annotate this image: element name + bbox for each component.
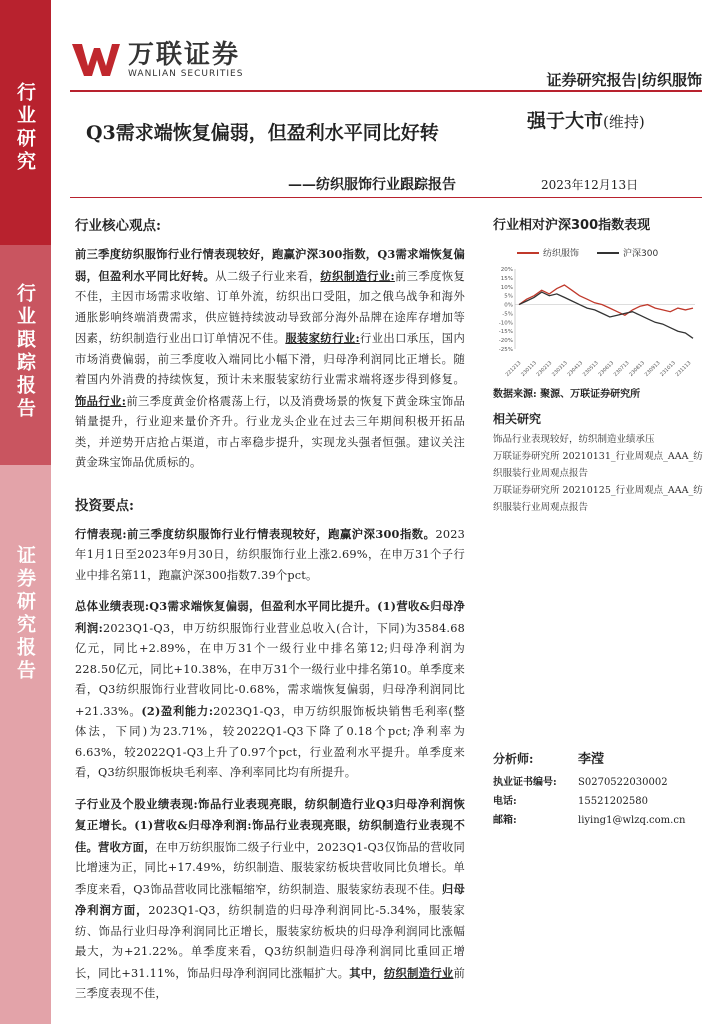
analyst-row-value: S0270522030002: [578, 777, 668, 788]
analyst-block: [493, 750, 703, 830]
series-line: [519, 292, 693, 338]
brand-en: WANLIAN SECURITIES: [128, 69, 244, 79]
invest-p3-bold2: 归母净利润方面，: [75, 881, 466, 917]
report-type: 证券研究报告|纺织服饰: [546, 71, 702, 89]
brand-cn: 万联证券: [128, 40, 241, 70]
invest-p1: [75, 524, 465, 587]
invest-p2-bold2: (2)盈利能力:: [141, 703, 214, 718]
page-title: Q3需求端恢复偏弱，但盈利水平同比好转: [86, 122, 439, 144]
report-date: 2023年12月13日: [541, 178, 639, 192]
y-tick-label: -20%: [498, 338, 513, 345]
core-heading: 行业核心观点:: [75, 218, 161, 234]
invest-p3-bold: 子行业及个股业绩表现:饰品行业表现亮眼，纺织制造行业Q3归母净利润恢复正增长。(1)营收&归母净利润:饰品行业表现亮眼，纺织制造行业表现不佳。营收方面，: [75, 796, 465, 854]
core-text-a: 从二级子行业来看，: [215, 269, 321, 283]
analyst-row-label: 电话:: [493, 796, 517, 807]
sidebar-industry-research: [0, 0, 51, 245]
y-tick-label: 15%: [500, 275, 513, 282]
y-tick-label: -25%: [498, 347, 513, 353]
rating-sub: (维持): [603, 113, 645, 131]
sidebar-right: [493, 214, 703, 516]
invest-p3: [75, 794, 465, 1005]
brand-logo: [70, 40, 243, 80]
legend-label: 纺织服饰: [543, 249, 580, 259]
related-item: 饰品行业表现较好，纺织制造业绩承压: [493, 434, 655, 445]
invest-p1-bold: 行情表现:前三季度纺织服饰行业行情表现较好，跑赢沪深300指数。: [75, 526, 436, 541]
x-tick-label: 230913: [643, 360, 662, 378]
core-text-c: 行业出口承压，国内市场消费偏弱，前三季度收入端同比小幅下滑，归母净利润同比正增长。随着国内外消费的持续恢复，预计未来服装家纺行业需求端将逐步得到修复。: [75, 332, 465, 386]
series-line: [519, 285, 693, 315]
y-tick-label: -5%: [502, 311, 513, 318]
y-tick-label: 0%: [504, 302, 513, 309]
sidebar-label-2: 行业跟踪报告: [14, 283, 36, 421]
analyst-rows: [493, 773, 703, 830]
main-content: [75, 214, 465, 1005]
sidebar-securities-report: [0, 465, 51, 1024]
chart-heading: 行业相对沪深300指数表现: [493, 218, 651, 233]
invest-p2: [75, 596, 465, 784]
x-tick-label: 230613: [597, 360, 616, 378]
related-heading: 相关研究: [493, 412, 542, 426]
chart-source-text: 数据来源: 聚源、万联证券研究所: [493, 389, 641, 400]
invest-p3-text: 在申万纺织服饰二级子行业中，2023Q1-Q3仅饰品的营收同比增速为正，同比+17.49%，纺织制造、服装家纺板块营收同比负增长。单季度来看，Q3饰品营收同比涨幅缩窄，纺织制造、服装家纺表现不佳。: [75, 840, 465, 896]
analyst-label: 分析师:: [493, 752, 534, 766]
related-list: [493, 431, 703, 516]
sidebar: [0, 0, 51, 1024]
core-textile-label: 纺织制造行业:: [320, 268, 395, 283]
y-tick-label: 5%: [504, 293, 513, 300]
invest-p3-text2: 2023Q1-Q3，纺织制造的归母净利润同比-5.34%，服装家纺、饰品行业归母净利润同比正增长，服装家纺板块的归母净利润同比涨幅最大，为+21.22%。单季度来看，Q3纺织制造归母净利润同比重回正增长，同比+31.11%，饰品归母净利润同比涨幅扩大。: [75, 904, 466, 980]
core-apparel-label: 服装家纺行业:: [285, 331, 360, 345]
core-bold: 前三季度纺织服饰行业行情表现较好，跑赢沪深300指数，Q3需求端恢复偏弱，但盈利水平同比好转。: [75, 247, 465, 283]
invest-p2-bold: 总体业绩表现:Q3需求端恢复偏弱，但盈利水平同比提升。(1)营收&归母净利润:: [75, 599, 465, 635]
x-tick-label: 230113: [520, 360, 538, 378]
title-divider: [70, 197, 702, 198]
x-tick-label: 230213: [535, 360, 554, 378]
analyst-row: [493, 792, 703, 811]
y-tick-label: 20%: [500, 267, 513, 273]
core-paragraph: [75, 244, 465, 474]
invest-heading: 投资要点:: [75, 497, 134, 514]
analyst-row-value: liying1@wlzq.com.cn: [578, 815, 686, 826]
analyst-row-value: 15521202580: [578, 796, 648, 807]
related-item: 万联证券研究所 20210125_行业周观点_AAA_纺织服装行业周观点报告: [493, 485, 703, 513]
invest-p3-text3: 前三季度表现不佳，: [75, 966, 465, 1000]
chart-svg: [493, 241, 703, 381]
sidebar-label-1: 行业研究: [14, 82, 36, 174]
sidebar-tracking-report: [0, 245, 51, 465]
x-tick-label: 230813: [628, 360, 647, 378]
subtitle: ——纺织服饰行业跟踪报告: [288, 177, 456, 193]
related-item: 万联证券研究所 20210131_行业周观点_AAA_纺织服装行业周观点报告: [493, 451, 703, 479]
legend-label: 沪深300: [623, 249, 659, 259]
x-tick-label: 231013: [659, 360, 677, 378]
y-tick-label: -10%: [498, 320, 513, 327]
x-tick-label: 230713: [612, 360, 631, 378]
analyst-row-label: 执业证书编号:: [493, 777, 557, 788]
analyst-row: [493, 811, 703, 830]
core-text-d: 前三季度黄金价格震荡上行，以及消费场景的恢复下黄金珠宝饰品销量提升，行业迎来量价齐升。行业龙头企业在过去三年期间积极开拓品类，并逆势开店抢占渠道，市占率稳步提升，实现龙头强者恒强。建议关注黄金珠宝饰品优质标的。: [75, 394, 466, 469]
relative-performance-chart: [493, 241, 703, 381]
y-tick-label: -15%: [498, 329, 513, 336]
wanlian-logo-icon: [70, 40, 122, 80]
x-tick-label: 231113: [674, 360, 693, 378]
invest-p2-text2: 2023Q1-Q3，申万纺织服饰板块销售毛利率(整体法，下同)为23.71%，较2022Q1-Q3下降了0.18个pct;净利率为6.63%，较2022Q1-Q3上升了0.97个pct，行业盈利水平提升。单季度来看，Q3纺织服饰板块毛利率、净利率同比均有所提升。: [75, 704, 466, 779]
header-divider: [70, 90, 702, 92]
rating: [527, 106, 645, 133]
x-tick-label: 230413: [566, 360, 585, 378]
core-jewelry-label: 饰品行业:: [75, 393, 127, 408]
invest-p1-text: 2023年1月1日至2023年9月30日，纺织服饰行业上涨2.69%，在申万31个子行业中排名第11，跑赢沪深300指数7.39个pct。: [75, 527, 465, 582]
invest-p3-underline: 纺织制造行业: [383, 965, 454, 980]
core-text-b: 前三季度恢复不佳，主因市场需求收缩、订单外流，纺织出口受阻，加之俄乌战争和海外通胀影响终端消费需求，供应链持续波动导致部分海外品牌在途库存增加等因素，纺织制造行业出口订单情况不佳。: [75, 269, 466, 345]
rating-main: 强于大市: [527, 110, 604, 132]
x-tick-label: 230313: [551, 360, 569, 378]
invest-p2-text: 2023Q1-Q3，申万纺织服饰行业营业总收入(合计，下同)为3584.68亿元，同比+2.89%，在申万31个一级行业中排名第12;归母净利润为228.50亿元，同比+10.38%，在申万31个一级行业中排名第10。单季度来看，Q3纺织服饰行业营收同比-0.68%，需求端恢复偏弱，归母净利润同比+21.33%。: [75, 621, 465, 718]
y-tick-label: 10%: [500, 284, 513, 291]
x-tick-label: 230513: [581, 360, 600, 378]
analyst-row-label: 邮箱:: [493, 815, 517, 826]
invest-p3-bold3: 其中，: [349, 965, 384, 980]
sidebar-label-3: 证券研究报告: [14, 545, 36, 683]
analyst-row: [493, 773, 703, 792]
analyst-name: 李滢: [578, 752, 605, 767]
x-tick-label: 221213: [504, 360, 523, 378]
chart-source: [493, 385, 703, 400]
